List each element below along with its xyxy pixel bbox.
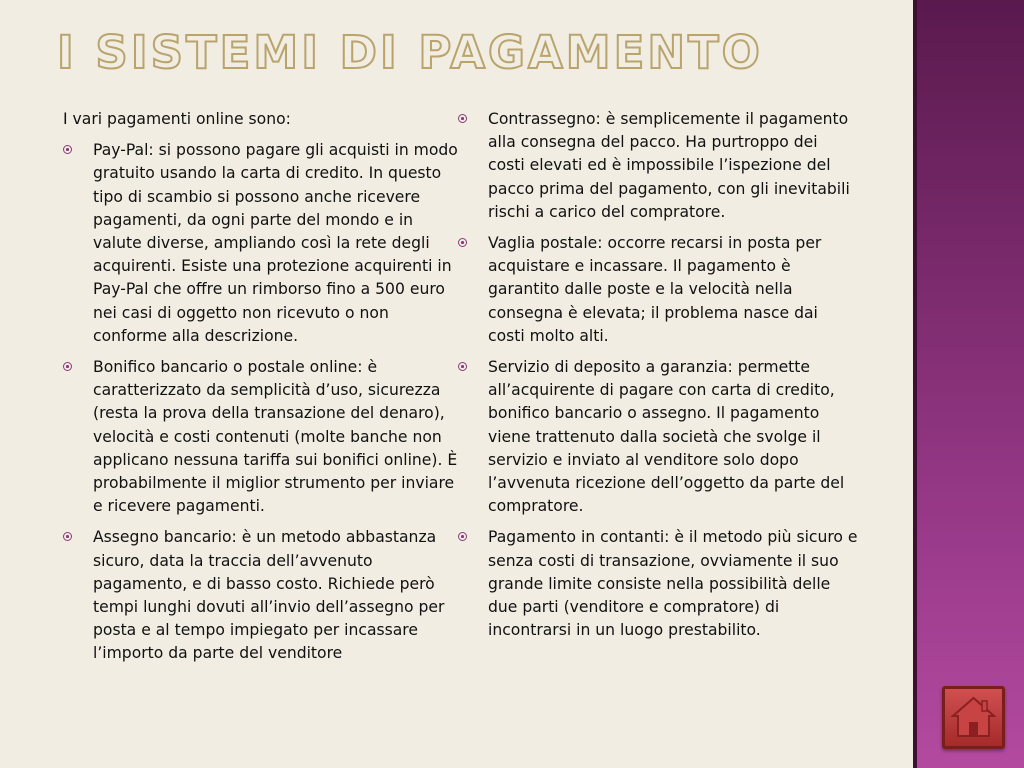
home-button[interactable]: [942, 686, 1005, 749]
bullet-icon: [63, 362, 72, 371]
bullet-icon: [458, 532, 467, 541]
list-item-text: Vaglia postale: occorre recarsi in posta per acquistare e incassare. Il pagamento è garantito dalle poste e la velocità nella consegna è elevata; il problema nasce dai costi molto alti.: [488, 234, 822, 345]
list-item-contrassegno: [458, 108, 858, 224]
left-column: [63, 108, 458, 674]
intro-text: I vari pagamenti online sono:: [63, 110, 291, 128]
bullet-icon: [63, 145, 72, 154]
home-icon: [951, 694, 996, 741]
left-bullet-list: [63, 139, 458, 665]
list-item-text: Servizio di deposito a garanzia: permette all’acquirente di pagare con carta di credito, bonifico bancario o assegno. Il pagamento viene trattenuto dalla società che svolge il servizio e inviato al venditore solo dopo l’avvenuta ricezione dell’oggetto da parte del compratore.: [488, 358, 845, 516]
decorative-side-band: [913, 0, 1024, 768]
slide-title: I SISTEMI DI PAGAMENTO: [57, 26, 763, 79]
list-item-text: Bonifico bancario o postale online: è caratterizzato da semplicità d’uso, sicurezza (resta la prova della transazione del denaro), velocità e costi contenuti (molte banche non applicano nessuna tariffa sui bonifici online). È probabilmente il miglior strumento per inviare e ricevere pagamenti.: [93, 358, 458, 516]
list-item-assegno: [63, 526, 458, 665]
list-item-text: Pagamento in contanti: è il metodo più sicuro e senza costi di transazione, ovviamente il suo grande limite consiste nella possibilità delle due parti (venditore e compratore) di incontrarsi in un luogo prestabilito.: [488, 528, 858, 640]
list-item-deposito: [458, 356, 858, 518]
list-item-text: Pay-Pal: si possono pagare gli acquisti in modo gratuito usando la carta di credito. In questo tipo di scambio si possono anche ricevere pagamenti, da ogni parte del mondo e in valute diverse, ampliando così la rete degli acquirenti. Esiste una protezione acquirenti in Pay-Pal che offre un rimborso fino a 500 euro nei casi di oggetto non ricevuto o non conforme alla descrizione.: [93, 141, 458, 345]
list-item-text: Assegno bancario: è un metodo abbastanza sicuro, data la traccia dell’avvenuto pagamento, e di basso costo. Richiede però tempi lunghi dovuti all’invio dell’assegno per posta e al tempo impiegato per incassare l’importo da parte del venditore: [93, 528, 445, 663]
list-item-text: Contrassegno: è semplicemente il pagamento alla consegna del pacco. Ha purtroppo dei costi elevati ed è impossibile l’ispezione del pacco prima del pagamento, con gli inevitabili rischi a carico del compratore.: [488, 110, 850, 221]
right-column: [458, 108, 858, 650]
bullet-icon: [458, 362, 467, 371]
bullet-icon: [458, 238, 467, 247]
list-item-vaglia: [458, 232, 858, 348]
right-bullet-list: [458, 108, 858, 642]
list-item-paypal: [63, 139, 458, 348]
list-item-contanti: [458, 526, 858, 642]
bullet-icon: [63, 532, 72, 541]
list-item-bonifico: [63, 356, 458, 518]
bullet-icon: [458, 114, 467, 123]
